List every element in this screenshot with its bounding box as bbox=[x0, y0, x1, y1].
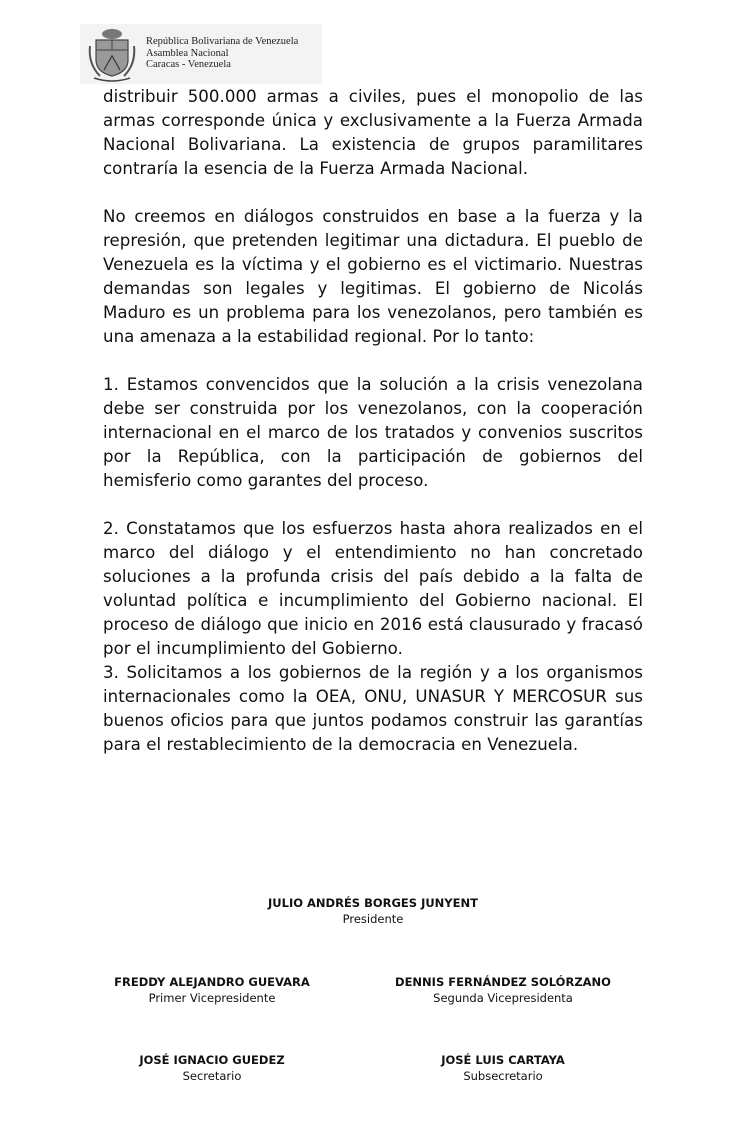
signatory-name: DENNIS FERNÁNDEZ SOLÓRZANO bbox=[395, 975, 611, 989]
signature-first-vp bbox=[72, 975, 352, 1005]
signatory-name: FREDDY ALEJANDRO GUEVARA bbox=[114, 975, 310, 989]
letterhead bbox=[80, 24, 322, 84]
signature-undersecretary bbox=[362, 1053, 644, 1083]
signature-secretary bbox=[72, 1053, 352, 1083]
coat-of-arms-icon bbox=[86, 26, 138, 82]
signatory-name: JOSÉ IGNACIO GUEDEZ bbox=[139, 1053, 285, 1067]
signatory-name: JULIO ANDRÉS BORGES JUNYENT bbox=[268, 896, 478, 910]
signatory-role: Presidente bbox=[342, 912, 404, 926]
signature-president bbox=[213, 896, 533, 926]
paragraph: distribuir 500.000 armas a civiles, pues el monopolio de las armas corresponde única y exclusivamente a la Fuerza Armada Nacional Bolivariana. La existencia de grupos paramilitares contraría la esencia de la Fuerza Armada Nacional. bbox=[103, 87, 643, 178]
paragraph: 2. Constatamos que los esfuerzos hasta ahora realizados en el marco del diálogo y el entendimiento no han concretado soluciones a la profunda crisis del país debido a la falta de voluntad política e incumplimiento del Gobierno nacional. El proceso de diálogo que inicio en 2016 está clausurado y fracasó por el incumplimiento del Gobierno. bbox=[103, 519, 643, 658]
signatory-role: Subsecretario bbox=[463, 1069, 543, 1083]
signatory-role: Primer Vicepresidente bbox=[148, 991, 276, 1005]
letterhead-line-1: República Bolivariana de Venezuela bbox=[146, 36, 299, 47]
signatory-name: JOSÉ LUIS CARTAYA bbox=[441, 1053, 565, 1067]
signatory-role: Segunda Vicepresidenta bbox=[433, 991, 573, 1005]
paragraph: No creemos en diálogos construidos en base a la fuerza y la represión, que pretenden legitimar una dictadura. El pueblo de Venezuela es la víctima y el gobierno es el victimario. Nuestras demandas son legales y legitimas. El gobierno de Nicolás Maduro es un problema para los venezolanos, pero también es una amenaza a la estabilidad regional. Por lo tanto: bbox=[103, 207, 643, 346]
paragraph: 3. Solicitamos a los gobiernos de la región y a los organismos internacionales como la OEA, ONU, UNASUR Y MERCOSUR sus buenos oficios para que juntos podamos construir las garantías para el restablecimiento de la democracia en Venezuela. bbox=[103, 663, 643, 754]
signatory-role: Secretario bbox=[182, 1069, 242, 1083]
paragraph: 1. Estamos convencidos que la solución a la crisis venezolana debe ser construida por los venezolanos, con la cooperación internacional en el marco de los tratados y convenios suscritos por la República, con la participación de gobiernos del hemisferio como garantes del proceso. bbox=[103, 375, 643, 490]
document-body bbox=[103, 85, 643, 781]
signature-second-vp bbox=[362, 975, 644, 1005]
letterhead-line-3: Caracas - Venezuela bbox=[146, 59, 231, 70]
letterhead-line-2: Asamblea Nacional bbox=[146, 47, 229, 59]
